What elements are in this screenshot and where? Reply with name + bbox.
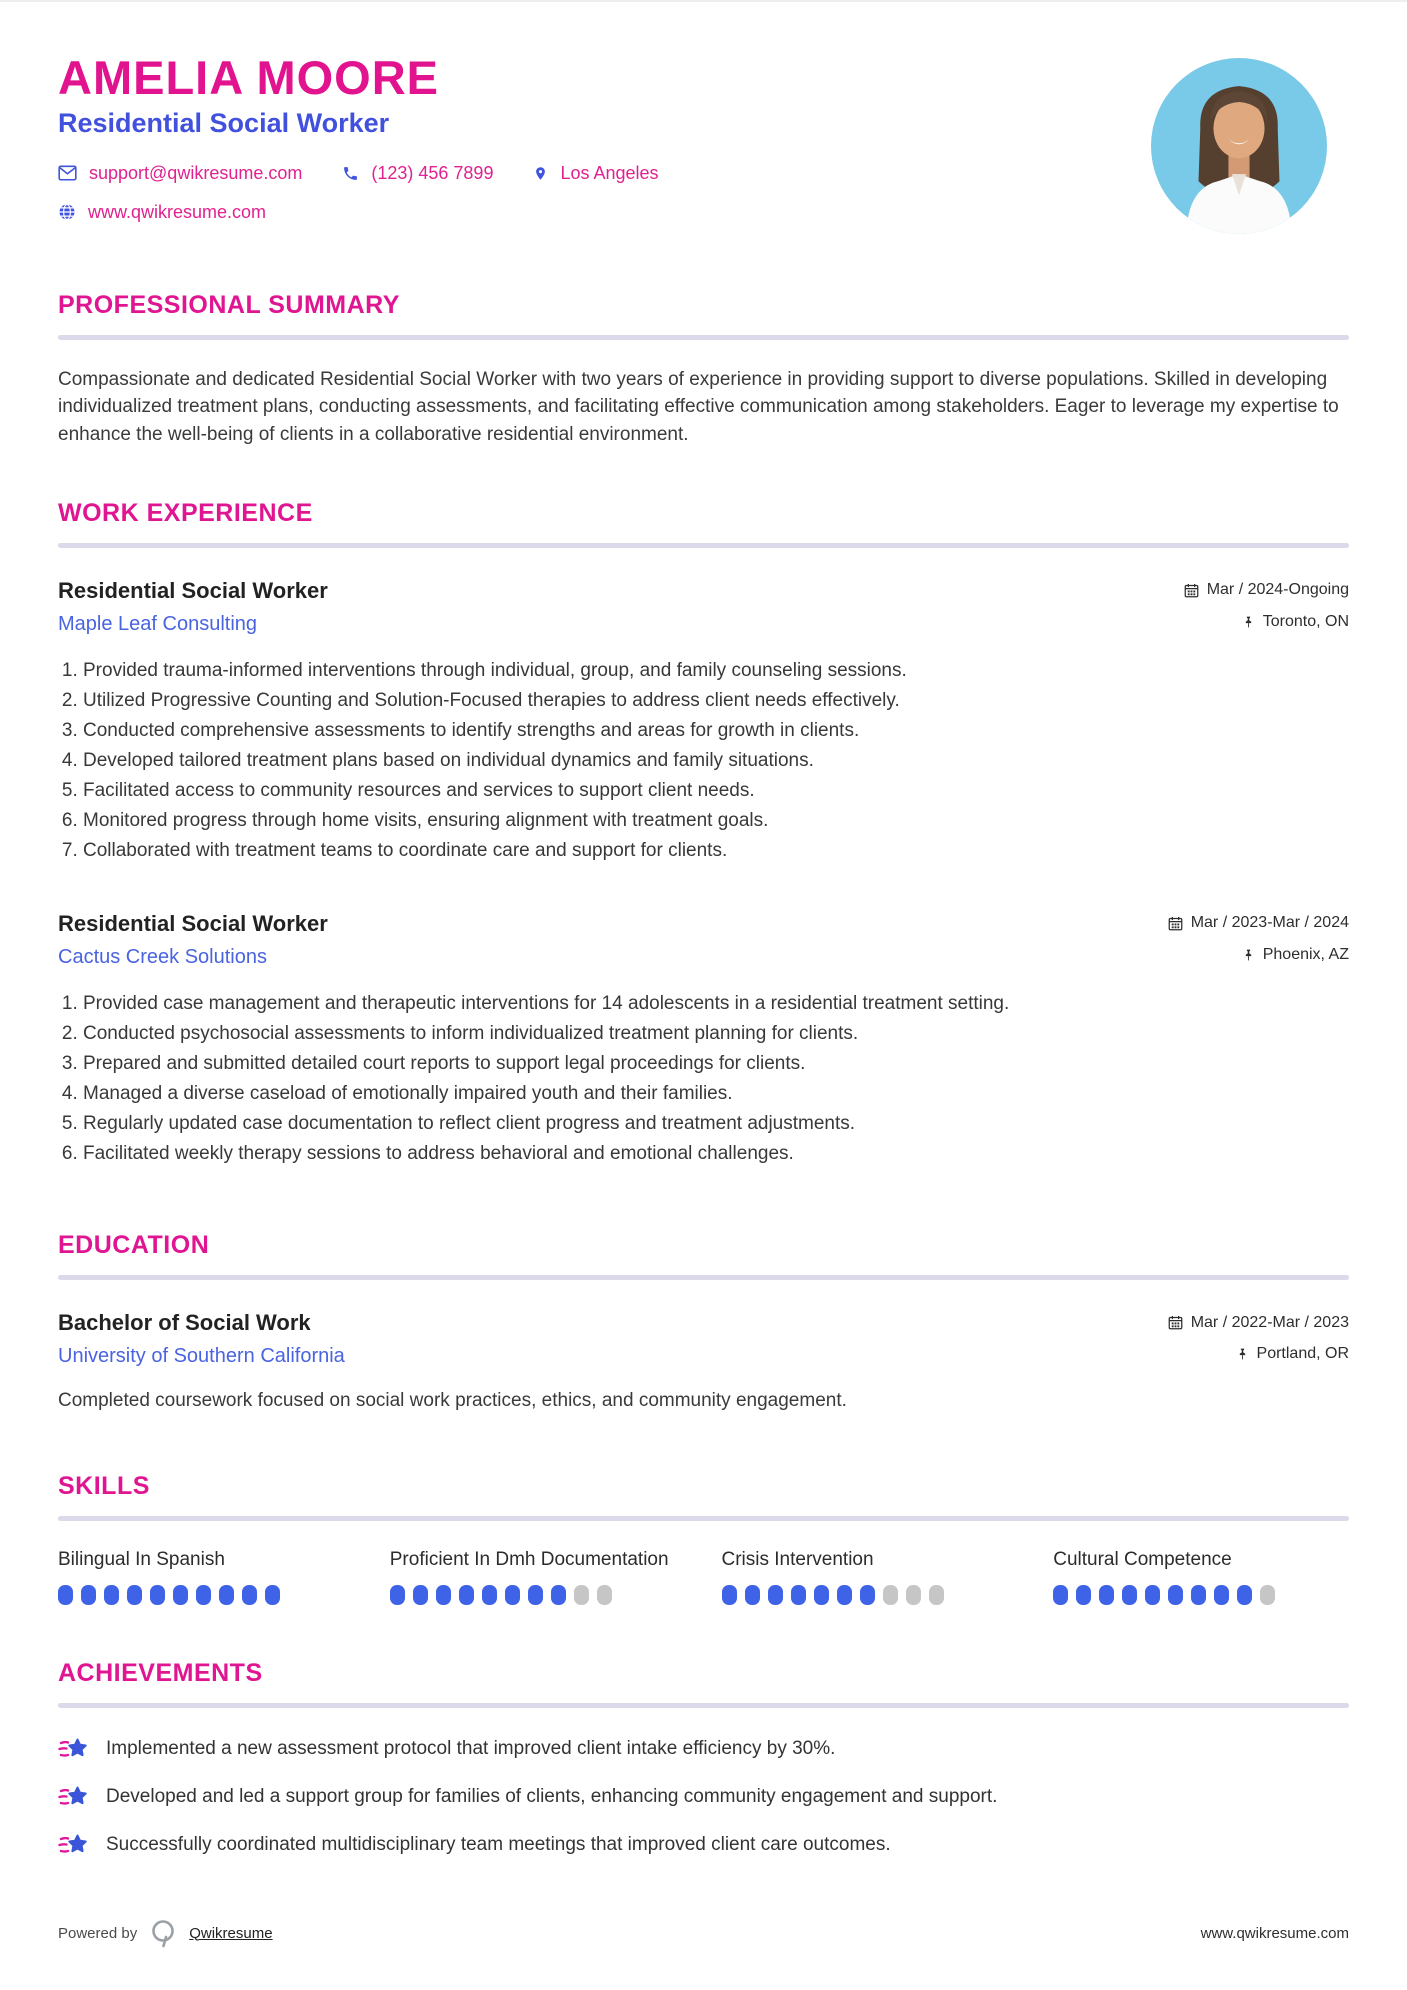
achievement-item <box>58 1832 1349 1858</box>
rating-dot-filled <box>551 1585 566 1605</box>
shooting-star-icon <box>58 1736 88 1762</box>
education-location-text: Portland, OR <box>1256 1345 1349 1363</box>
shooting-star-icon <box>58 1784 88 1810</box>
rating-dot-empty <box>883 1585 898 1605</box>
bullet-item: 2. Conducted psychosocial assessments to inform individualized treatment planning for clients. <box>83 1021 1349 1048</box>
job-title: Residential Social Worker <box>58 577 328 603</box>
achievement-item <box>58 1736 1349 1762</box>
section-education <box>58 1231 1349 1412</box>
education-location <box>1236 1345 1349 1363</box>
bullet-item: 1. Provided case management and therapeutic interventions for 14 adolescents in a residential treatment setting. <box>83 991 1349 1018</box>
bullet-item: 2. Utilized Progressive Counting and Solution-Focused therapies to address client needs effectively. <box>83 688 1349 715</box>
pushpin-icon <box>1242 947 1255 963</box>
section-experience <box>58 499 1349 1168</box>
bullet-item: 3. Conducted comprehensive assessments to identify strengths and areas for growth in clients. <box>83 718 1349 745</box>
location-text: Los Angeles <box>560 162 659 183</box>
website-text: www.qwikresume.com <box>88 201 267 222</box>
rating-dot-filled <box>482 1585 497 1605</box>
rating-dot-filled <box>81 1585 96 1605</box>
achievement-text: Developed and led a support group for families of clients, enhancing community engagement and support. <box>106 1786 998 1808</box>
phone-text: (123) 456 7899 <box>371 162 494 183</box>
contact-location <box>533 163 658 184</box>
rating-dot-empty <box>906 1585 921 1605</box>
achievement-text: Implemented a new assessment protocol that improved client intake efficiency by 30%. <box>106 1738 836 1760</box>
rating-dot-filled <box>1053 1585 1068 1605</box>
map-pin-icon <box>533 164 548 183</box>
section-divider <box>58 1275 1349 1280</box>
skill-item <box>722 1547 1018 1605</box>
rating-dot-filled <box>722 1585 737 1605</box>
achievements-list <box>58 1736 1349 1858</box>
shooting-star-icon <box>58 1832 88 1858</box>
education-date-text: Mar / 2022-Mar / 2023 <box>1190 1313 1349 1331</box>
rating-dot-filled <box>1076 1585 1091 1605</box>
envelope-icon <box>58 165 77 181</box>
rating-dot-filled <box>196 1585 211 1605</box>
contact-phone <box>342 163 493 184</box>
bullet-item: 5. Regularly updated case documentation to reflect client progress and treatment adjustments. <box>83 1111 1349 1138</box>
section-divider <box>58 1703 1349 1708</box>
qwikresume-q-logo <box>149 1918 177 1948</box>
rating-dot-filled <box>860 1585 875 1605</box>
skill-name: Cultural Competence <box>1053 1549 1232 1571</box>
globe-icon <box>58 203 76 221</box>
rating-dot-filled <box>1214 1585 1229 1605</box>
rating-dot-empty <box>1260 1585 1275 1605</box>
footer-branding <box>58 1918 273 1948</box>
powered-by-label: Powered by <box>58 1924 138 1942</box>
rating-dot-filled <box>104 1585 119 1605</box>
skills-heading: SKILLS <box>58 1472 150 1501</box>
education-date <box>1168 1314 1349 1332</box>
job-date-text: Mar / 2023-Mar / 2024 <box>1190 914 1349 932</box>
bullet-item: 7. Collaborated with treatment teams to coordinate care and support for clients. <box>83 838 1349 865</box>
rating-dot-filled <box>58 1585 73 1605</box>
resume-page <box>0 2 1407 1858</box>
bullet-item: 4. Developed tailored treatment plans based on individual dynamics and family situations. <box>83 748 1349 775</box>
job-role-title: Residential Social Worker <box>58 107 390 138</box>
job-entry-1 <box>58 578 1349 865</box>
job-date-text: Mar / 2024-Ongoing <box>1206 581 1349 599</box>
skill-rating <box>58 1585 354 1605</box>
rating-dot-filled <box>242 1585 257 1605</box>
rating-dot-filled <box>173 1585 188 1605</box>
section-skills <box>58 1472 1349 1605</box>
skill-rating <box>390 1585 686 1605</box>
achievements-heading: ACHIEVEMENTS <box>58 1659 263 1688</box>
rating-dot-filled <box>150 1585 165 1605</box>
contact-info <box>58 163 659 223</box>
rating-dot-filled <box>528 1585 543 1605</box>
rating-dot-empty <box>597 1585 612 1605</box>
bullet-item: 4. Managed a diverse caseload of emotionally impaired youth and their families. <box>83 1081 1349 1108</box>
email-text: support@qwikresume.com <box>89 162 303 183</box>
education-heading: EDUCATION <box>58 1231 210 1260</box>
header <box>58 52 1349 241</box>
job-bullet-list <box>58 658 1349 865</box>
rating-dot-filled <box>390 1585 405 1605</box>
bullet-item: 6. Monitored progress through home visits, ensuring alignment with treatment goals. <box>83 808 1349 835</box>
rating-dot-filled <box>219 1585 234 1605</box>
rating-dot-filled <box>1122 1585 1137 1605</box>
company-name: Cactus Creek Solutions <box>58 945 267 968</box>
school-name: University of Southern California <box>58 1345 345 1368</box>
contact-email[interactable] <box>58 163 302 184</box>
skill-rating <box>1053 1585 1349 1605</box>
calendar-icon <box>1168 1315 1183 1330</box>
summary-text: Compassionate and dedicated Residential Social Worker with two years of experience in providing support to diverse populations. Skilled in developing individualized treatment plans, conducting assessments, and facilitating effective communication among stakeholders. Eager to leverage my expertise to enhance the well-being of clients in a collaborative residential environment. <box>58 368 1339 446</box>
section-divider <box>58 1516 1349 1521</box>
education-entry <box>58 1310 1349 1412</box>
rating-dot-filled <box>1168 1585 1183 1605</box>
rating-dot-filled <box>459 1585 474 1605</box>
footer-website: www.qwikresume.com <box>1200 1924 1349 1942</box>
skill-item <box>1053 1547 1349 1605</box>
job-location-text: Phoenix, AZ <box>1262 945 1349 963</box>
rating-dot-filled <box>1099 1585 1114 1605</box>
contact-website[interactable] <box>58 202 266 223</box>
calendar-icon <box>1168 916 1183 931</box>
job-location <box>1242 946 1349 964</box>
bullet-item: 5. Facilitated access to community resources and services to support client needs. <box>83 778 1349 805</box>
rating-dot-filled <box>436 1585 451 1605</box>
section-achievements <box>58 1659 1349 1858</box>
avatar-illustration <box>1151 58 1327 234</box>
bullet-item: 3. Prepared and submitted detailed court reports to support legal proceedings for clients. <box>83 1051 1349 1078</box>
skill-name: Bilingual In Spanish <box>58 1549 225 1571</box>
skill-name: Proficient In Dmh Documentation <box>389 1549 669 1571</box>
rating-dot-filled <box>127 1585 142 1605</box>
skills-grid <box>58 1547 1349 1605</box>
job-location-text: Toronto, ON <box>1262 612 1349 630</box>
rating-dot-filled <box>768 1585 783 1605</box>
skill-name: Crisis Intervention <box>721 1549 874 1571</box>
footer <box>58 1918 1349 1948</box>
rating-dot-filled <box>791 1585 806 1605</box>
section-divider <box>58 543 1349 548</box>
rating-dot-empty <box>574 1585 589 1605</box>
rating-dot-filled <box>505 1585 520 1605</box>
achievement-text: Successfully coordinated multidisciplinary team meetings that improved client care outcomes. <box>106 1834 891 1856</box>
achievement-item <box>58 1784 1349 1810</box>
section-divider <box>58 335 1349 340</box>
rating-dot-empty <box>929 1585 944 1605</box>
avatar <box>1151 58 1327 234</box>
skill-rating <box>722 1585 1018 1605</box>
rating-dot-filled <box>265 1585 280 1605</box>
rating-dot-filled <box>413 1585 428 1605</box>
phone-icon <box>342 165 359 182</box>
experience-heading: WORK EXPERIENCE <box>58 498 313 527</box>
header-left <box>58 52 659 241</box>
summary-heading: PROFESSIONAL SUMMARY <box>58 290 400 319</box>
job-title: Residential Social Worker <box>58 910 328 936</box>
degree-title: Bachelor of Social Work <box>58 1310 311 1336</box>
rating-dot-filled <box>814 1585 829 1605</box>
pushpin-icon <box>1236 1346 1249 1362</box>
rating-dot-filled <box>1237 1585 1252 1605</box>
skill-item <box>58 1547 354 1605</box>
job-location <box>1242 613 1349 631</box>
rating-dot-filled <box>837 1585 852 1605</box>
section-summary <box>58 291 1349 449</box>
job-entry-2 <box>58 911 1349 1168</box>
pushpin-icon <box>1242 614 1255 630</box>
bullet-item: 1. Provided trauma-informed interventions through individual, group, and family counseling sessions. <box>83 658 1349 685</box>
rating-dot-filled <box>1191 1585 1206 1605</box>
job-date <box>1184 581 1349 599</box>
contact-row-2 <box>58 202 659 223</box>
company-name: Maple Leaf Consulting <box>58 612 258 635</box>
skill-item <box>390 1547 686 1605</box>
job-bullet-list <box>58 991 1349 1168</box>
education-description: Completed coursework focused on social work practices, ethics, and community engagement. <box>58 1390 847 1412</box>
job-date <box>1168 914 1349 932</box>
rating-dot-filled <box>1145 1585 1160 1605</box>
bullet-item: 6. Facilitated weekly therapy sessions to address behavioral and emotional challenges. <box>83 1141 1349 1168</box>
rating-dot-filled <box>745 1585 760 1605</box>
qwikresume-link[interactable]: Qwikresume <box>189 1924 273 1942</box>
contact-row-1 <box>58 163 659 184</box>
person-name: AMELIA MOORE <box>58 51 440 104</box>
calendar-icon <box>1184 583 1199 598</box>
